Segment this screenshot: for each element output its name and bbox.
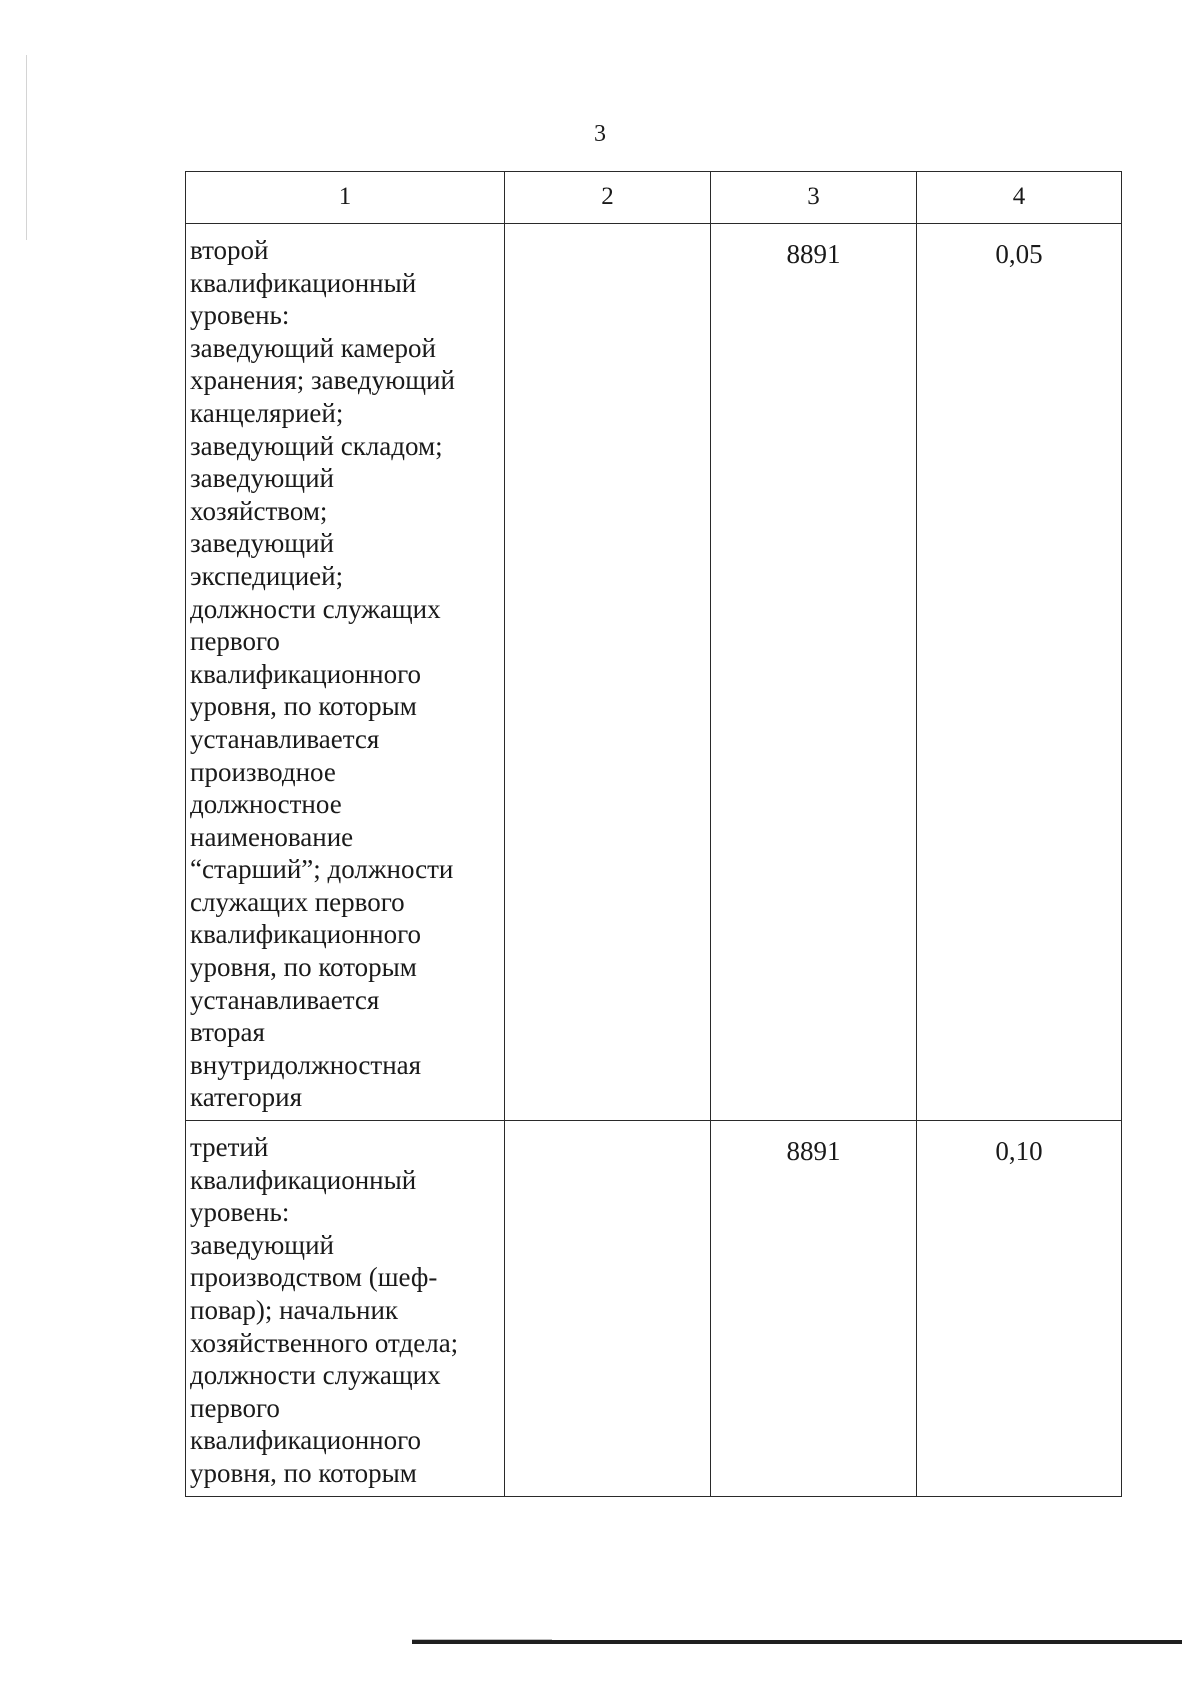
- page-number: 3: [594, 121, 606, 147]
- row-2-coefficient: 0,10: [917, 1121, 1122, 1497]
- bottom-rule: [412, 1640, 1182, 1644]
- row-2-description-cell: [186, 1121, 505, 1497]
- header-cell-4: 4: [917, 172, 1122, 224]
- row-2-code: 8891: [711, 1121, 917, 1497]
- header-cell-3: 3: [711, 172, 917, 224]
- table-row: [186, 1121, 1122, 1497]
- row-2-col2-cell: [505, 1121, 711, 1497]
- table-row: [186, 224, 1122, 1121]
- row-1-code: 8891: [711, 224, 917, 1121]
- qualification-table: [185, 171, 1122, 1497]
- row-1-description-cell: [186, 224, 505, 1121]
- header-cell-1: 1: [186, 172, 505, 224]
- row-2-description: третий квалификационный уровень: заведующий производством (шеф- повар); начальник хозяйственного отдела; должности служащих первого квалификационного уровня, по которым: [190, 1132, 459, 1488]
- row-1-description: второй квалификационный уровень: заведующий камерой хранения; заведующий канцелярией; заведующий складом; заведующий хозяйством; заведующий экспедицией; должности служащих первого квалификационного уровня, по которым устанавливается производное должностное наименование “старший”; должности служащих первого квалификационного уровня, по которым устанавливается вторая внутридолжностная категория: [190, 235, 455, 1113]
- table-header-row: [186, 172, 1122, 224]
- row-1-col2-cell: [505, 224, 711, 1121]
- header-cell-2: 2: [505, 172, 711, 224]
- row-1-coefficient: 0,05: [917, 224, 1122, 1121]
